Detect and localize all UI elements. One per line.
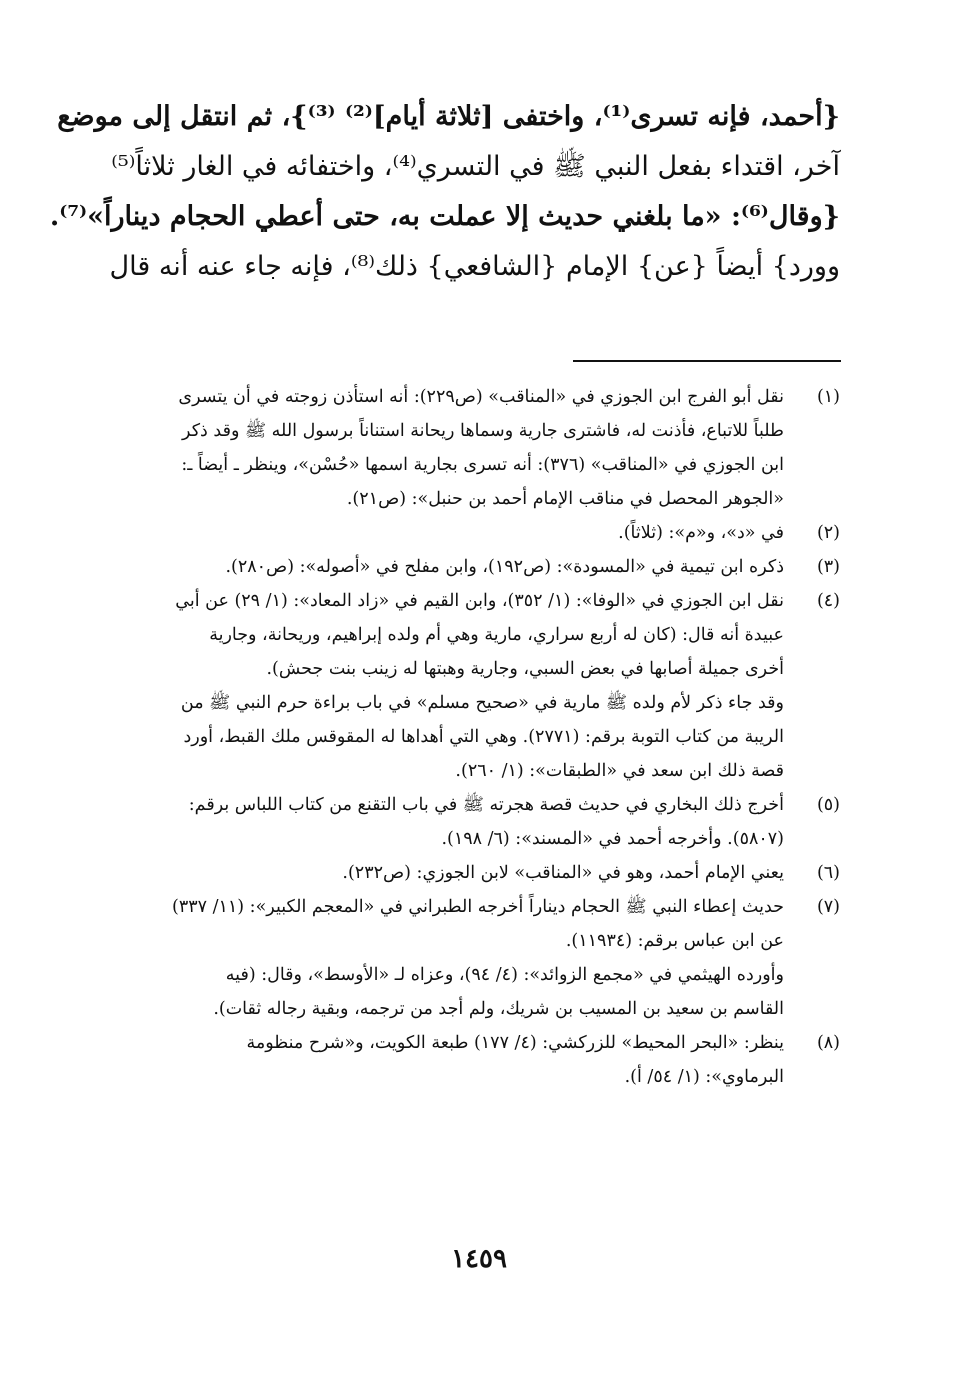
main-line: {أحمد، فإنه تسرى⁽¹⁾، واختفى [ثلاثة أيام]⁽²⁾ ⁽³⁾}، ثم انتقل إلى موضع: [57, 101, 840, 132]
footnote-line: عبيدة أنه قال: (كان له أربع سراري، مارية وهي أم ولده إبراهيم، وريحانة، وجارية: [209, 625, 784, 645]
footnote-4: [132, 584, 840, 788]
footnote-8: [132, 1026, 840, 1094]
footnote-line: «الجوهر المحصل في مناقب الإمام أحمد بن حنبل»: (ص٢١).: [346, 489, 784, 509]
footnote-2: [132, 516, 840, 550]
footnote-line: في «د»، و«م»: (ثلاثاً).: [618, 523, 784, 543]
footnote-number: (٧): [816, 897, 840, 917]
footnote-line: الريبة من كتاب التوبة برقم: (٢٧٧١). وهي التي أهداها له المقوقس ملك القبط، أورد: [183, 727, 784, 747]
footnote-line: ذكره ابن تيمية في «المسودة»: (ص١٩٢)، وابن مفلح في «أصوله»: (ص٢٨٠).: [225, 557, 784, 577]
footnote-line: عن ابن عباس برقم: (١١٩٣٤).: [565, 931, 784, 951]
footnote-line: وقد جاء ذكر لأم ولده ﷺ مارية في «صحيح مسلم» في باب براءة حرم النبي ﷺ من: [180, 693, 784, 713]
footnote-line: البرماوي»: (١/ ٥٤/ أ).: [624, 1067, 784, 1087]
footnote-number: (٣): [816, 557, 840, 577]
footnote-line: نقل ابن الجوزي في «الوفا»: (١/ ٣٥٢)، وابن القيم في «زاد المعاد»: (١/ ٢٩) عن أبي: [175, 591, 784, 611]
footnote-line: نقل أبو الفرج ابن الجوزي في «المناقب» (ص٢٢٩): أنه استأذن زوجته في أن يتسرى: [178, 387, 784, 407]
footnote-separator: [573, 360, 841, 362]
main-line: وورد} أيضاً {عن} الإمام {الشافعي} ذلك⁽⁸⁾، فإنه جاء عنه أنه قال: [109, 251, 840, 282]
footnote-line: أخرى جميلة أصابها في بعض السبي، وجارية وهبتها له زينب بنت جحش).: [266, 659, 784, 679]
footnote-5: [132, 788, 840, 856]
main-line: {وقال⁽⁶⁾: «ما بلغني حديث إلا عملت به، حتى أعطي الحجام ديناراً»⁽⁷⁾.: [49, 201, 840, 232]
footnote-line: قصة ذلك ابن سعد في «الطبقات»: (١/ ٢٦٠).: [455, 761, 784, 781]
main-text: [49, 92, 840, 292]
footnote-6: [132, 856, 840, 890]
footnote-number: (٦): [816, 863, 840, 883]
footnotes: [132, 380, 840, 1094]
footnote-number: (١): [816, 387, 840, 407]
footnote-line: ابن الجوزي في «المناقب» (٣٧٦): أنه تسرى بجارية اسمها «حُسْن»، وينظر ـ أيضاً ـ:: [181, 455, 784, 475]
footnote-line: حديث إعطاء النبي ﷺ الحجام ديناراً أخرجه الطبراني في «المعجم الكبير»: (١١/ ٣٣٧): [171, 897, 784, 917]
footnote-number: (٥): [816, 795, 840, 815]
main-line: آخر، اقتداء بفعل النبي ﷺ في التسري⁽⁴⁾، واختفائه في الغار ثلاثاً⁽⁵⁾: [111, 151, 840, 182]
footnote-3: [132, 550, 840, 584]
footnote-line: أخرج ذلك البخاري في حديث قصة هجرته ﷺ في باب التقنع من كتاب اللباس برقم:: [188, 795, 784, 815]
footnote-number: (٤): [816, 591, 840, 611]
footnote-line: طلباً للاتباع، فأذنت له، فاشترى جارية وسماها ريحانة استناناً برسول الله ﷺ وقد ذكر: [182, 421, 784, 441]
footnote-line: (٥٨٠٧). وأخرجه أحمد في «المسند»: (٦/ ١٩٨).: [441, 829, 784, 849]
page-number: ١٤٥٩: [451, 1244, 507, 1274]
footnote-number: (٢): [816, 523, 840, 543]
footnote-7: [132, 890, 840, 1026]
footnote-line: ينظر: «البحر المحيط» للزركشي: (٤/ ١٧٧) طبعة الكويت، و«شرح منظومة: [246, 1033, 784, 1053]
footnote-line: القاسم بن سعيد بن المسيب بن شريك، ولم أجد من ترجمه، وبقية رجاله ثقات).: [213, 999, 784, 1019]
footnote-line: يعني الإمام أحمد، وهو في «المناقب» لابن الجوزي: (ص٢٣٢).: [342, 863, 784, 883]
footnote-1: [132, 380, 840, 516]
footnote-line: وأورده الهيثمي في «مجمع الزوائد»: (٤/ ٩٤)، وعزاه لـ «الأوسط»، وقال: (فيه: [225, 965, 784, 985]
footnote-number: (٨): [816, 1033, 840, 1053]
